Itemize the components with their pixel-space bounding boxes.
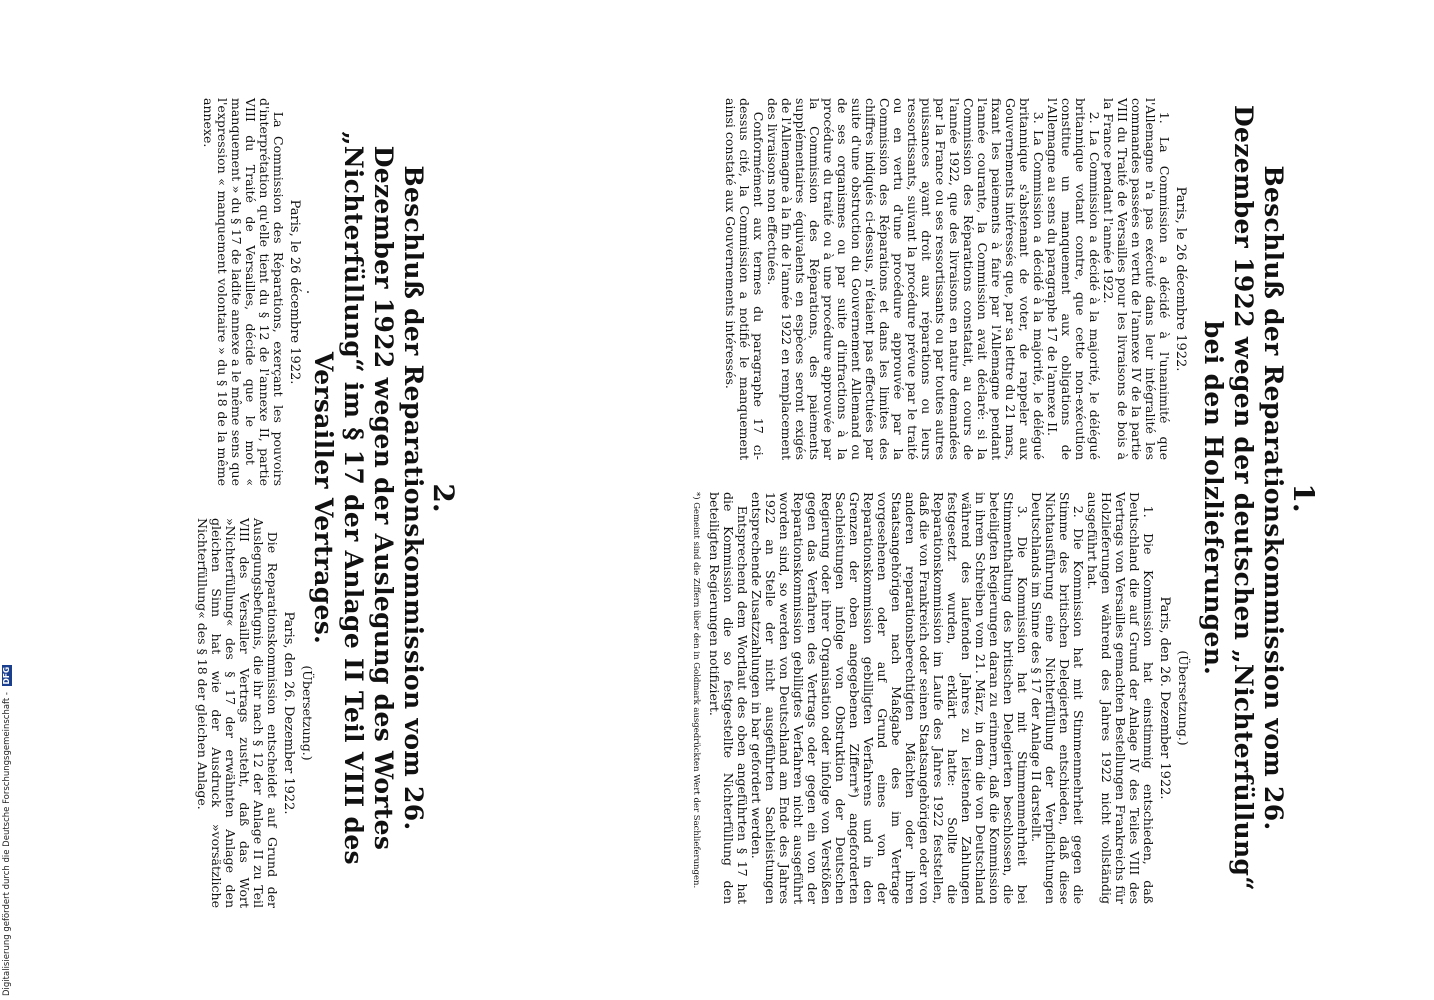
section-1-fr-paragraph: 2. La Commission a décidé à la majorité, le délégué britannique votant contre, que cette non-exécution constitue un manquement aux obligations de l'Allemagne au sens du paragraphe 17 de l'annexe II. [1045,98,1102,460]
section-1-fr-date: Paris, le 26 décembre 1922. [1173,186,1188,372]
section-1-title: Beschluß der Reparationskommission vom 26. Dezember 1922 wegen der deutschen „Nichterfüllung“ bei den Holzlieferungen. [1199,105,1288,891]
section-2-de-label: (Übersetzung.) [300,665,315,761]
section-1-de-paragraph: 3. Die Kommission hat mit Stimmenmehrheit bei Stimmenthaltung des britischen Delegierten beschlossen, die beteiligten Regierungen daran zu erinnern, daß die Kommission in ihrem Schreiben vom 21. März, in dem die von Deutschland während des laufenden Jahres zu leistenden Zahlungen festgesetzt wurden, erklärt hatte: Sollte die Reparationskommission im Laufe des Jahres 1922 feststellen, daß die von Frankreich oder seinen Staatsangehörigen oder von anderen reparationsberechtigten Mächten oder ihren Staatsangehörigen nach Maßgabe des im Vertrage vorgesehenen oder auf Grund eines von der Reparationskommission gebilligten Verfahrens und in den Grenzen der oben angegebenen Ziffern*) angeforderten Sachleistungen infolge von Obstruktion der Deutschen Regierung oder ihrer Organisation oder infolge von Verstößen gegen das Verfahren des Vertrags oder gegen ein von der Reparationskommission gebilligtes Verfahren nicht ausgeführt worden sind, so werden von Deutschland am Ende des Jahres 1922 an Stelle der nicht ausgeführten Sachleistungen entsprechende Zusatzzahlungen in bar gefordert werden. [749,492,1030,904]
section-2-german-column [146,518,316,908]
section-2-fr-paragraph: La Commission des Réparations, exerçant les pouvoirs d'interprétation qu'elle tient du § 12 de l'annexe II, partie VIII du Traité de Versailles, décide que le mot « manquement » du § 17 de ladite annexe a le même sens que l'expression « manquement volontaire » du § 18 de la même annexe. [201,98,286,486]
dfg-logo: DFG [2,666,11,685]
section-2-french-column [146,98,319,486]
section-2-title: Beschluß der Reparationskommission vom 26. Dezember 1922 wegen der Auslegung des Wortes „Nichterfüllung“ im § 17 der Anlage II Teil VIII des Versailler Vertrages. [309,131,428,865]
section-2-fr-date: Paris, le 26 décembre 1922. [287,199,302,385]
section-1-fr-paragraph: 1. La Commission a décidé à l'unanimité que l'Allemagne n'a pas exécuté dans leur intégralité les commandes passées en vertu de l'annexe IV de la partie VIII du Traité de Versailles pour les livraisons de bois à la France pendant l'année 1922. [1101,98,1172,460]
section-2-number: 2. [427,483,460,513]
section-1-de-paragraph: 2. Die Kommission hat mit Stimmenmehrheit gegen die Stimme des britischen Delegierten entschieden, daß diese Nichtausführung eine Nichterfüllung der Verpflichtungen Deutschlands im Sinne des § 17 der Anlage II darstellt. [1029,492,1086,904]
section-1-de-paragraph: Entsprechend dem Wortlaut des oben angeführten § 17 hat die Kommission die so festgestellte Nichterfüllung den beteiligten Regierungen notifiziert. [707,492,750,904]
digitization-credit [2,596,12,996]
section-2-header [309,98,460,898]
section-1-footnote: *) Gemeint sind die Ziffern über den in Goldmark ausgedrückten Wert der Sachlieferungen. [691,492,701,889]
section-1-number: 1. [1287,483,1320,513]
section-1-de-label: (Übersetzung.) [1176,650,1191,746]
section-1-de-paragraph: 1. Die Kommission hat einstimmig entschieden, daß Deutschland die auf Grund der Anlage IV des Teiles VIII des Vertrags von Versailles gemachten Bestellungen Frankreichs für Holzlieferungen während des Jahres 1922 nicht vollständig ausgeführt hat. [1085,492,1156,904]
section-1-de-date: Paris, den 26. Dezember 1922. [1157,596,1172,800]
credit-text: Digitalisierung gefördert durch die Deutsche Forschungsgemeinschaft - [2,692,12,996]
section-1-german-column [512,492,1192,904]
section-1-fr-paragraph: 3. La Commission a décidé à la majorité, le délégué britannique s'abstenant de voter, de rappeler aux Gouvernements intéressés que, par sa lettre du 21 mars, fixant les paiements à faire par l'Allemagne pendant l'année courante, la Commission avait déclaré: si la Commission des Réparations constatait, au cours de l'année 1922, que des livraisons en nature demandées par la France ou ses ressortissants ou par toutes autres puissances ayant droit aux réparations ou leurs ressortissants, suivant la procédure prévue par le traité ou en vertu d'une procédure approuvée par la Commission des Réparations et dans les limites des chiffres indiqués ci-dessus, n'étaient pas effectuées par suite d'une obstruction du Gouvernement Allemand ou de ses organismes ou par suite d'infractions à la procédure du traité ou à une procédure approuvée par la Commission des Réparations, des paiements supplémentaires équivalents en espèces seront exigés de l'Allemagne à la fin de l'année 1922 en remplacement des livraisons non effectuées. [765,98,1046,460]
section-2-de-paragraph: Die Reparationskommission entscheidet auf Grund der Auslegungsbefugnis, die ihr nach § 12 der Anlage II zu Teil VIII des Versailler Vertrags zusteht, daß das Wort »Nichterfüllung« des § 17 der erwähnten Anlage den gleichen Sinn hat wie der Ausdruck »vorsätzliche Nichterfüllung« des § 18 der gleichen Anlage. [195,518,280,908]
separator-dot: . [303,289,319,295]
section-1-fr-paragraph: Conformément aux termes du paragraphe 17 ci-dessus cité, la Commission a notifié le manquement ainsi constaté aux Gouvernements intéressés. [723,98,766,460]
section-1-french-column [522,98,1192,460]
section-2-de-date: Paris, den 26. Dezember 1922. [281,611,296,815]
